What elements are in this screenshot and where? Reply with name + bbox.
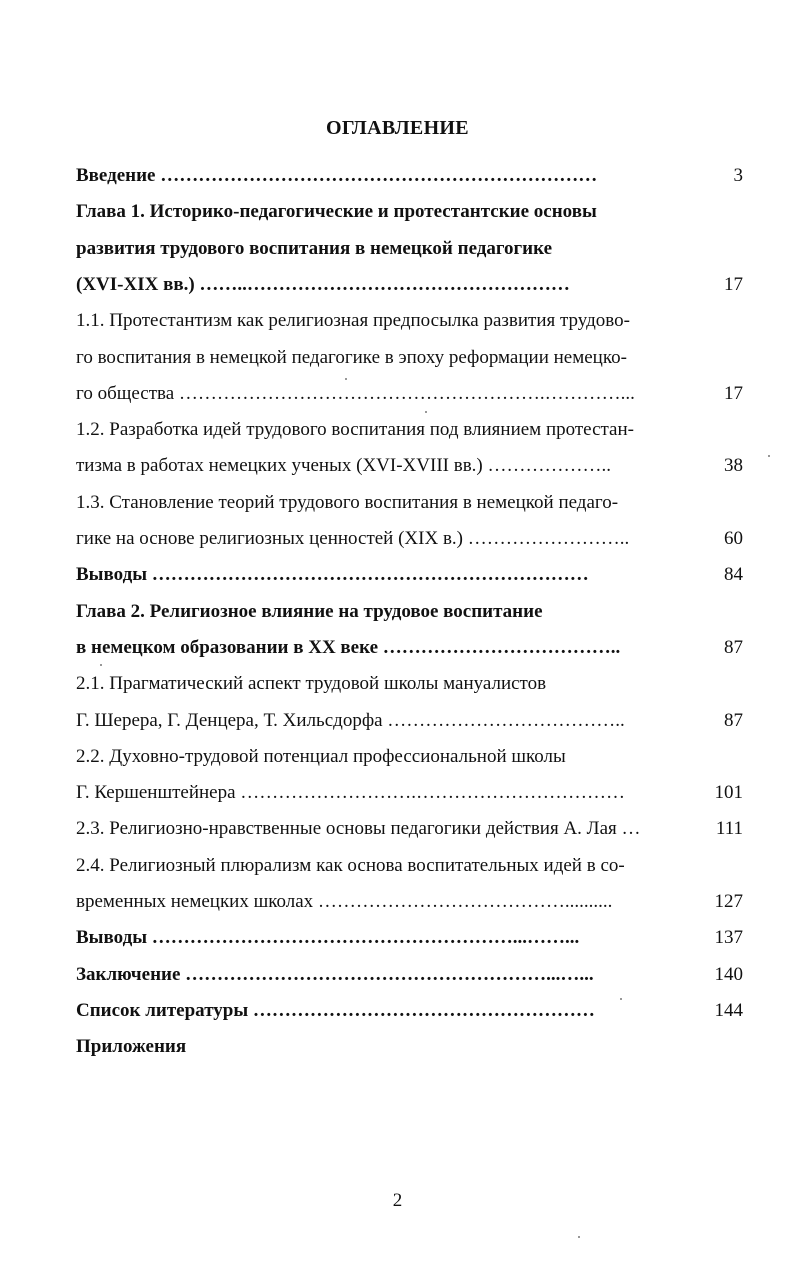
toc-entry-line: Выводы …………………………………………………...……...: [76, 927, 580, 948]
toc-entry-line: Выводы ……………………………………………………………: [76, 564, 589, 585]
toc-entry-line: Введение ……………………………………………………………: [76, 165, 598, 186]
toc-page-number: 84: [724, 564, 743, 585]
toc-entry-line: 2.2. Духовно-трудовой потенциал профессиональной школы: [76, 746, 566, 767]
toc-page-number: 140: [714, 964, 743, 985]
scan-speck: [578, 1236, 580, 1238]
toc-page-number: 38: [724, 455, 743, 476]
scan-speck: [425, 411, 427, 413]
toc-entry-line: развития трудового воспитания в немецкой педагогике: [76, 238, 553, 259]
scan-speck: [100, 664, 102, 666]
toc-page-number: 3: [733, 165, 743, 186]
scan-speck: [620, 998, 622, 1000]
toc-entry-line: в немецком образовании в XX веке ………………………………..: [76, 637, 621, 658]
toc-entry-line: Глава 1. Историко-педагогические и протестантские основы: [76, 201, 597, 222]
toc-page-number: 127: [714, 891, 743, 912]
toc-entry-line: Список литературы ………………………………………………: [76, 1000, 595, 1021]
toc-page-number: 17: [724, 274, 743, 295]
toc-entry-line: го воспитания в немецкой педагогике в эпоху реформации немецко-: [76, 347, 627, 368]
toc-entry-line: временных немецких школах …………………………………..........: [76, 891, 613, 912]
toc-entry-line: 2.4. Религиозный плюрализм как основа воспитательных идей в со-: [76, 855, 625, 876]
toc-entry-line: тизма в работах немецких ученых (XVI-XVIII вв.) ………………..: [76, 455, 611, 476]
page-number-footer: 2: [392, 1190, 403, 1211]
toc-entry-line: 1.2. Разработка идей трудового воспитания под влиянием протестан-: [76, 419, 634, 440]
toc-entry-line: Г. Кершенштейнера ……………………….……………………………: [76, 782, 626, 803]
toc-entry-line: гике на основе религиозных ценностей (XIX в.) ……………………..: [76, 528, 630, 549]
scan-speck: [345, 378, 347, 380]
toc-entry-line: 2.3. Религиозно-нравственные основы педагогики действия А. Лая …: [76, 818, 641, 839]
toc-page-number: 87: [724, 710, 743, 731]
toc-entry-line: Г. Шерера, Г. Денцера, Т. Хильсдорфа ………………………………..: [76, 710, 625, 731]
toc-entry-line: Глава 2. Религиозное влияние на трудовое воспитание: [76, 601, 543, 622]
toc-page-number: 111: [715, 818, 743, 839]
page-title: ОГЛАВЛЕНИЕ: [326, 117, 469, 139]
toc-entry-line: (XVI-XIX вв.) ……..……………………………………………: [76, 274, 570, 295]
toc-page-number: 60: [724, 528, 743, 549]
toc-entry-line: 2.1. Прагматический аспект трудовой школы мануалистов: [76, 673, 547, 694]
toc-entry-line: 1.3. Становление теорий трудового воспитания в немецкой педаго-: [76, 492, 619, 513]
toc-page-number: 101: [714, 782, 743, 803]
toc-page-number: 17: [724, 383, 743, 404]
toc-page-number: 144: [714, 1000, 743, 1021]
toc-page-number: 87: [724, 637, 743, 658]
toc-entry-line: 1.1. Протестантизм как религиозная предпосылка развития трудово-: [76, 310, 630, 331]
toc-entry-line: Приложения: [76, 1036, 187, 1057]
scan-speck: [768, 455, 770, 457]
toc-entry-line: Заключение …………………………………………………...…...: [76, 964, 594, 985]
toc-page-number: 137: [714, 927, 743, 948]
toc-entry-line: го общества ………………………………………………….…………...: [76, 383, 635, 404]
